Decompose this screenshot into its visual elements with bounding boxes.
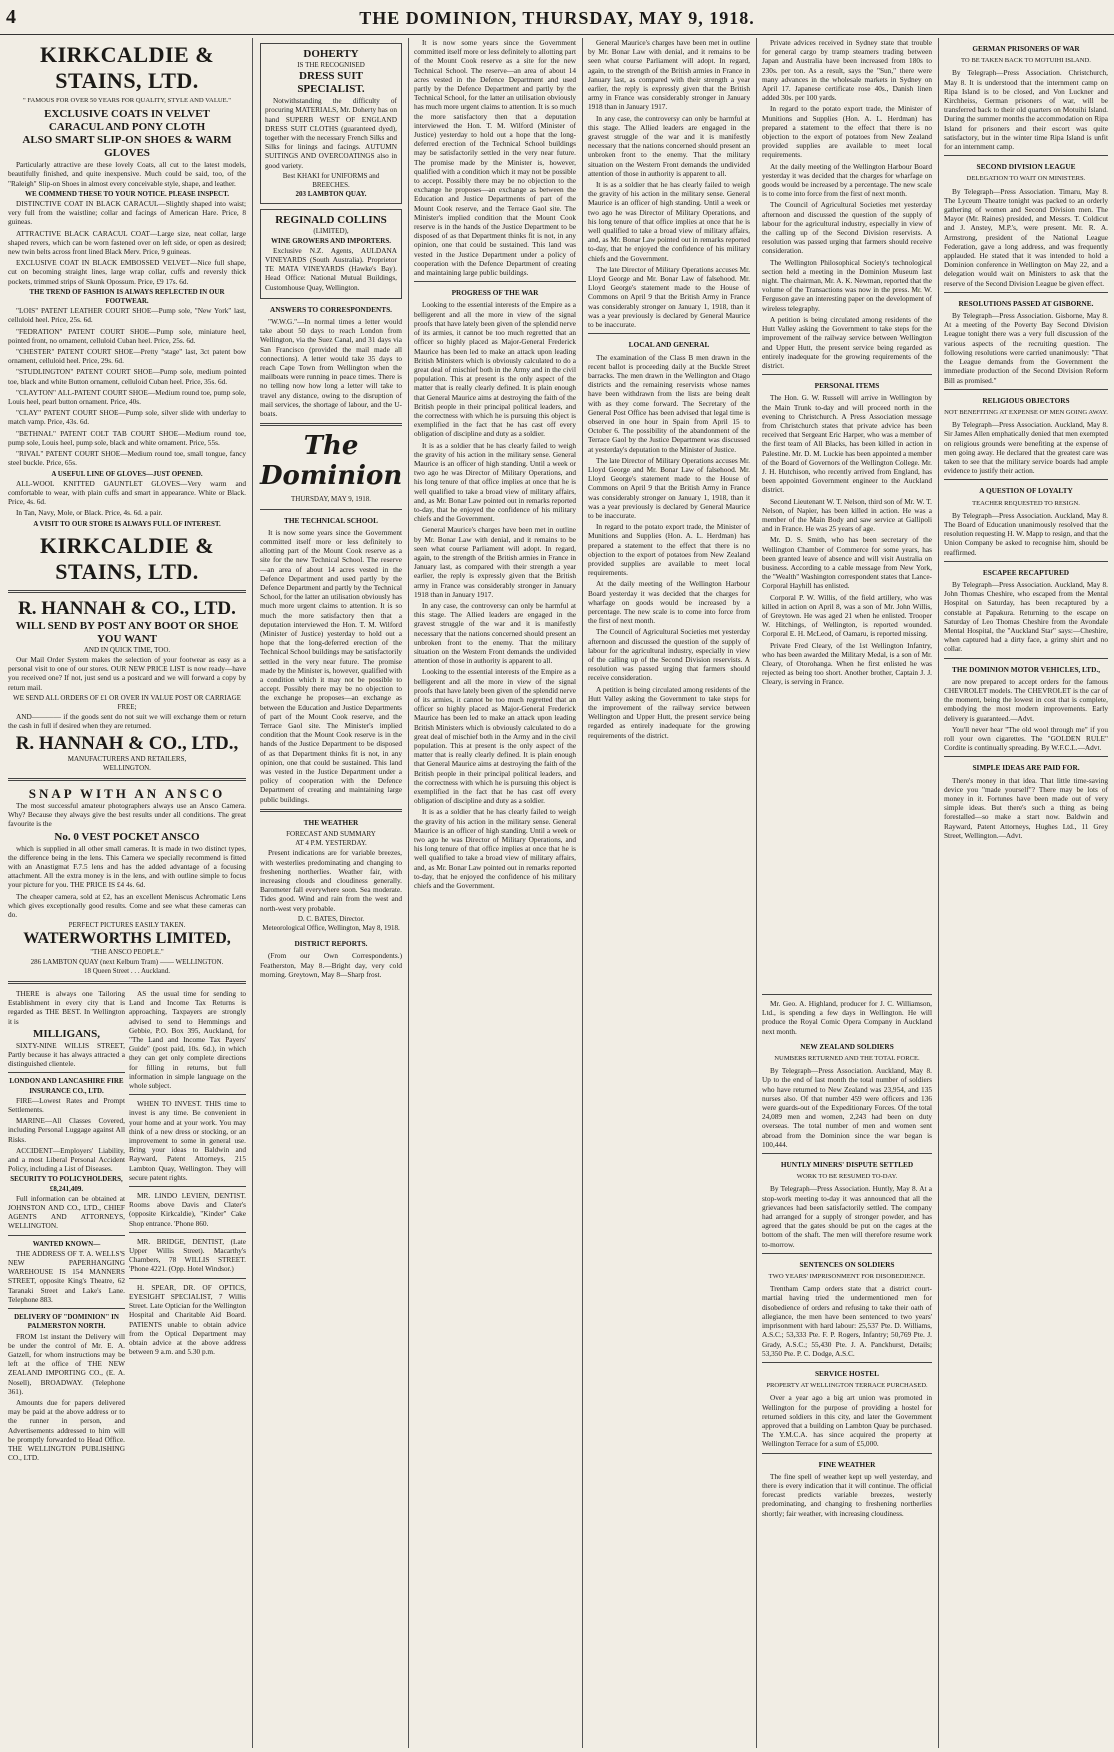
- kirkcaldie-shoe: "CLAY" PATENT COURT SHOE—Pump sole, silver slide with underlay to match vamp. Price, 43s. 6d.: [8, 408, 246, 427]
- dominion-nameplate: The Dominion: [260, 431, 403, 492]
- divider: [8, 981, 246, 984]
- divider: [944, 756, 1108, 757]
- column-5-lower: [758, 990, 936, 1748]
- ansco-cheaper: The cheaper camera, sold at £2, has an excellent Meniscus Achromatic Lens which gives exceptionally good results. Come and see what these cameras can do.: [8, 891, 246, 919]
- kirkcaldie-name-footer: KIRKCALDIE & STAINS, LTD.: [39, 532, 215, 584]
- personal-text: Private Fred Cleary, of the 1st Wellington Infantry, who has been awarded the Military Medal, is a son of Mr. Cleary, of Otorohanga. When he first enlisted he was rejected as being too short. Another brother, Captain J. J. Cleary, is serving in France.: [762, 640, 932, 687]
- divider: [414, 281, 576, 282]
- ideas-text: There's money in that idea. That little time-saving device you "made yourself"? There may be lots of money in it. Fortunes have been made out of very simple ideas. But there's such a thing as being forestalled—so make a start now. Baldwin and Rayward, Patent Attorneys, Hughes Ltd., 11 Grey Street, Wellington.—Advt.: [944, 775, 1108, 840]
- kirkcaldie-headline: EXCLUSIVE COATS IN VELVET: [44, 108, 210, 121]
- divider: [8, 778, 246, 781]
- escapee-head: ESCAPEE RECAPTURED: [982, 567, 1070, 577]
- collins-text: Exclusive N.Z. Agents, AULDANA VINEYARDS (South Australia). Proprietor TE MATA VINEYARDS (Hawke's Bay). Head Office: National Mutual Buildings, Customhouse Quay, Wellington.: [265, 245, 397, 292]
- masthead: [0, 0, 1114, 35]
- kirkcaldie-trend: THE TREND OF FASHION IS ALWAYS REFLECTED IN OUR FOOTWEAR.: [29, 287, 225, 306]
- waterworths-auckland: 18 Queen Street . . . Auckland.: [84, 966, 170, 975]
- objectors-sub: NOT BENEFITING AT EXPENSE OF MEN GOING AWAY.: [944, 408, 1108, 416]
- divider: [944, 658, 1108, 659]
- weather-sub: FORECAST AND SUMMARY: [286, 830, 376, 838]
- small-ads: [8, 989, 246, 1464]
- personal-text: Mr. D. S. Smith, who has been secretary of the Wellington Chamber of Commerce for some years, has been granted leave of absence and will visit Australia on business. According to a cable message from New York, the "Wealth" Washington correspondent states that Lance-Corporal Hayhill has enlisted.: [762, 535, 932, 591]
- local-continued: Private advices received in Sydney state that trouble for general cargo by tramp steamers trading between Japan and Australia have been increased from 180s to 230s. per ton. As a result, says the "Sun," there were many advances in the wholesale markets in Sydney on April 17. Japanese certificate rose 40s., Danish linen added 30s. per 100 yards.: [762, 38, 932, 103]
- divider: [260, 809, 402, 812]
- ansco-head: SNAP WITH AN ANSCO: [28, 785, 226, 801]
- local-continued: In regard to the potato export trade, the Minister of Munitions and Supplies (Hon. A. L. Herdman) has prepared a statement to the effect that there is no objection to the export of potatoes from New Zealand provided supplies are available to meet local requirements.: [762, 104, 932, 160]
- personal-head: PERSONAL ITEMS: [814, 381, 880, 391]
- kirkcaldie-intro: Particularly attractive are these lovely Coats, all cut to the latest models, beautifully finished, and quite inexpensive. Much could be said, too, of the "Raleigh" Slip-on Shoes in almost every conceivable style, shape, and leather.: [8, 160, 246, 188]
- hannah-name: R. HANNAH & CO., LTD.: [18, 597, 236, 619]
- divider: [8, 590, 246, 593]
- kirkcaldie-item: EXCLUSIVE COAT IN BLACK EMBOSSED VELVET—Nice full shape, cut on becoming straight lines, large wrap collar, cuffs and reversly thick pockets, trimmed strips of Skunk Opossum. Price, £9 17s. 6d.: [8, 258, 246, 286]
- local-text: In regard to the potato export trade, the Minister of Munitions and Supplies (Hon. A. L. Herdman) has prepared a statement to the effect that there is no objection to the export of potatoes from New Zealand provided supplies are available to meet local requirements.: [588, 522, 750, 578]
- delivery-text: Amounts due for papers delivered may be paid at the above address or to the runner in person, and Advertisements addressed to him will be promptly forwarded to Head Office. THE WELLINGTON PUBLISHING CO., LTD.: [8, 1397, 125, 1463]
- kirkcaldie-name: KIRKCALDIE & STAINS, LTD.: [39, 42, 215, 93]
- collins-name: REGINALD COLLINS: [275, 214, 387, 227]
- district-head: DISTRICT REPORTS.: [294, 939, 368, 949]
- kirkcaldie-shoe: "FEDRATION" PATENT COURT SHOE—Pump sole, miniature heel, pointed front, no ornament, celluloid Cuban heel. Price, 25s. 6d.: [8, 326, 246, 345]
- divider: [8, 1308, 125, 1309]
- hannah-makers: MANUFACTURERS AND RETAILERS,: [67, 754, 187, 763]
- local-text: The Council of Agricultural Societies met yesterday afternoon and discussed the question of the supply of labour for the agricultural industry, especially in view of the calling up of the Second Division reservists. A resolution was passed urging that farmers should receive consideration.: [588, 627, 750, 683]
- delivery-text: FROM 1st instant the Delivery will be under the control of Mr. E. A. Gatzell, for whom instructions may be left at the office of THE NEW ZEALAND IMPORTING CO., (E. A. Nosell), BROADWAY. (Telephone 361).: [8, 1331, 125, 1396]
- insurance-marine: MARINE—All Classes Covered, including Personal Luggage against All Risks.: [8, 1116, 125, 1144]
- insurance-fire: FIRE—Lowest Rates and Prompt Settlements.: [8, 1095, 125, 1115]
- divider: [762, 994, 932, 995]
- prisoners-text: By Telegraph—Press Association. Christchurch, May 8. It is understood that the internment camp on Ripa Island is to be closed, and Von Luckner and Kirchheiss, German prisoners of war, will be transferred back to their old quarters on Motuihi Island. During the summer months the accommodation on Ripa Island for prisoners and their escort was quite satisfactory, but in the winter time Ripa Island is unfit for an internment camp.: [944, 68, 1108, 152]
- motor-head: THE DOMINION MOTOR VEHICLES, LTD.,: [951, 664, 1101, 674]
- local-text: The examination of the Class B men drawn in the recent ballot is proceeding daily at the Buckle Street barracks. The men drawn in the Wellington and Otago districts and the remaining reservists whose names have been withdrawn from the lists are being dealt with as they come forward. The Secretary of the General Post Office has been advised that legal time is observed in one hour in Spain from April 15 to October 6. The possibility of the abandonment of the Terrace Gaol by the Justice Department was discussed at yesterday's deputation to the Minister of Justice.: [588, 352, 750, 454]
- kirkcaldie-visit: A VISIT TO OUR STORE IS ALWAYS FULL OF INTEREST.: [33, 519, 221, 528]
- war-continued: The late Director of Military Operations accuses Mr. Lloyd George and Mr. Bonar Law of falsehood. Mr. Lloyd George's statement made to the House of Commons on April 9 that the British Army in France was considerably stronger on January 1, 1918, than it was a year previously is declared by General Maurice to be inaccurate.: [588, 264, 750, 330]
- waterworths-name: WATERWORTHS LIMITED,: [23, 930, 231, 948]
- doherty-text: Notwithstanding the difficulty of procuring MATERIALS, Mr. Doherty has on hand SUPERB WEST OF ENGLAND DRESS SUIT CLOTHS (guaranteed dyed), together with the necessary French Silks and Silks for linings and facings. AUTUMN SUITINGS AND OVERCOATINGS also in good variety.: [265, 96, 397, 170]
- ansco-perfect: PERFECT PICTURES EASILY TAKEN.: [68, 921, 186, 930]
- divider: [762, 1153, 932, 1154]
- war-head: PROGRESS OF THE WAR: [451, 288, 539, 298]
- ideas-head: SIMPLE IDEAS ARE PAID FOR.: [972, 763, 1080, 773]
- hannah-head: WILL SEND BY POST ANY BOOT OR SHOE YOU WANT: [15, 619, 239, 645]
- local-continued: The Wellington Philosophical Society's technological section held a meeting in the Dominion Museum last night. The chairman, Mr. A. K. Newman, reported that the volume of the Transactions was now in the press. Mr. W. Ferguson gave an interesting paper on the development of wireless telegraphy.: [762, 257, 932, 313]
- column-rule: [938, 38, 939, 1748]
- advertisements-column: [4, 38, 250, 1748]
- hannah-body: Our Mail Order System makes the selection of your footwear as easy as a personal visit to one of our stores. OUR NEW PRICE LIST is now ready—have you received one? If not, just send us a postcard and we will forward a copy by return mail.: [8, 654, 246, 692]
- war-text: General Maurice's charges have been met in outline by Mr. Bonar Law with denial, and it remains to be seen what course Parliament will adopt. In regard, again, to the strength of the British armies in France in January last, as compared with their strength a year earlier, the reply is expressly given that the British army in France was considerably stronger in January 1918 than in January 1917.: [414, 525, 576, 599]
- waterworths-address: 286 LAMBTON QUAY (next Kelburn Tram) —— WELLINGTON.: [30, 957, 224, 966]
- kirkcaldie-gloves-head: A USEFUL LINE OF GLOVES—JUST OPENED.: [51, 469, 203, 478]
- loyalty-text: By Telegraph—Press Association. Auckland, May 8. The Board of Education unanimously resolved that the resolution requesting H. W. Mapp to resign, and that the Union Company be asked to recognise him, should be reaffirmed.: [944, 510, 1108, 557]
- war-continued: General Maurice's charges have been met in outline by Mr. Bonar Law with denial, and it remains to be seen what course Parliament will adopt. In regard, again, to the strength of the British armies in France in January last, as compared with their strength a year earlier, the reply is expressly given that the British army in France was considerably stronger in January 1918 than in January 1917.: [588, 38, 750, 112]
- dominion-date: THURSDAY, MAY 9, 1918.: [290, 495, 371, 504]
- column-rule: [252, 38, 253, 1748]
- divider: [944, 479, 1108, 480]
- hannah-sub: AND IN QUICK TIME, TOO.: [83, 645, 171, 654]
- kirkcaldie-tagline: " FAMOUS FOR OVER 50 YEARS FOR QUALITY, STYLE AND VALUE.": [23, 97, 231, 104]
- divider: [8, 1235, 125, 1236]
- escapee-text: By Telegraph—Press Association. Auckland, May 8. John Thomas Cheshire, who escaped from the Mental Hospital on Saturday, has been recaptured by a constable at Papakura. Returning to the escape on Saturday of Leo Thomas Cheshire from the Avondale Mental Hospital, the "Auckland Star" says:—Cheshire, when captured had a dirty face, a grimy shirt and no collar.: [944, 579, 1108, 654]
- war-text: It is as a soldier that he has clearly failed to weigh the gravity of his action in the military sense. General Maurice is an officer of high standing. Until a week or two ago he was Director of Military Operations, and his long tenure of that office implies at once that he is well qualified to take a broad view of military affairs, and, as Mr. Bonar Law pointed out in remarks reported to-day, that he enjoyed the confidence of his military chiefs and the Government.: [414, 440, 576, 524]
- divider: [260, 423, 402, 426]
- cigarette-text: You'll never hear "The old wool through me" if you roll your own cigarettes. The "GOLDEN RULE" Cordite is continually spreading. By W.F.C.L.—Advt.: [944, 724, 1108, 753]
- league-sub: DELEGATION TO WAIT ON MINISTERS.: [966, 175, 1086, 183]
- local-text: The late Director of Military Operations accuses Mr. Lloyd George and Mr. Bonar Law of falsehood. Mr. Lloyd George's statement made to the House of Commons on April 9 that the British Army in France was considerably stronger on January 1, 1918, than it was a year previously is declared by General Maurice to be inaccurate.: [588, 455, 750, 520]
- delivery-head: DELIVERY OF "DOMINION" IN PALMERSTON NORTH.: [14, 1313, 119, 1331]
- doherty-name: DOHERTY: [303, 48, 359, 60]
- hannah-and: AND———— if the goods sent do not suit we will exchange them or return the cash in full if desired when they are returned.: [8, 712, 246, 731]
- divider: [129, 1094, 246, 1095]
- prisoners-sub: TO BE TAKEN BACK TO MOTUIHI ISLAND.: [961, 57, 1091, 65]
- ansco-intro: The most successful amateur photographers always use an Ansco Camera. Why? Because they always give the best results under all conditions. The great favourite is the: [8, 800, 246, 829]
- local-continued: A petition is being circulated among residents of the Hutt Valley asking the Government to take steps for the improvement of the railway service between Wellington and Upper Hutt, the present service being regarded as entirely inadequate for the growing requirements of the district.: [762, 314, 932, 370]
- personal-text: Mr. Geo. A. Highland, producer for J. C. Williamson, Ltd., is spending a few days in Wellington. He will produce the Royal Comic Opera Company in Auckland next month.: [762, 999, 932, 1036]
- war-text: In any case, the controversy can only be harmful at this stage. The Allied leaders are engaged in the gravest struggle of the war and it is manifestly necessary that the nations concerned should present an unbroken front to the enemy. That the military situation on the Western Front demands the undivided attention of those in authority is apparent to all.: [414, 600, 576, 666]
- column-rule: [582, 38, 583, 1748]
- kirkcaldie-shoe: "CLAYTON" ALL-PATENT COURT SHOE—Medium round toe, pump sole, Louis heel, pearl button ornament. Price, 40s.: [8, 387, 246, 407]
- small-ads-right: [129, 989, 246, 1464]
- ansco-text: which is supplied in all other small cameras. It is made in two distinct types, the difference being in the lens. This Camera we specially recommend is fitted with an Anastigmat F.7.5 lens and has the added advantage of a focusing attachment. All the extra money is in the lens, and with outline simple to focus your picture for you. THE PRICE IS £4 4s. 6d.: [8, 843, 246, 890]
- local-text: A petition is being circulated among residents of the Hutt Valley asking the Government to take steps for the improvement of the railway service between Wellington and Upper Hutt, the present service being regarded as entirely inadequate for the growing requirements of the district.: [588, 684, 750, 740]
- huntly-text: By Telegraph—Press Association. Huntly, May 8. At a stop-work meeting to-day it was announced that all the grievances had been satisfactorily settled. The company had arranged for a supply of stronger powder, and has agreed that the gates should be put on the cages at the bottom of the shaft. The men will therefore resume work to-morrow.: [762, 1184, 932, 1249]
- loyalty-sub: TEACHER REQUESTED TO RESIGN.: [972, 499, 1080, 507]
- doherty-address: 203 LAMBTON QUAY.: [295, 190, 367, 199]
- hannah-name-footer: R. HANNAH & CO., LTD.,: [15, 732, 239, 754]
- ansco-model: No. 0 VEST POCKET ANSCO: [54, 830, 200, 843]
- invest-text: WHEN TO INVEST. THIS time to invest is any time. Be convenient in your home and at your work. You may think of a new dress or stocking, or an improvement to some in general use. Bring your ideas to Baldwin and Rayward, Patent Attorneys, 215 Lambton Quay, Wellington. They will secure patent rights.: [129, 1099, 246, 1182]
- divider: [129, 1278, 246, 1279]
- doherty-ad: [260, 43, 402, 204]
- league-text: By Telegraph—Press Association. Timaru, May 8. The Lyceum Theatre tonight was packed to an orderly gathering of women and Second Division men. The Mayor (Mr. Raines) presided, and Messrs. T. Coldicut and J. Anstey, M.P.'s, were present. Mr. R. A. Armstrong, president of the National League Federation, gave a long address, and was frequently applauded. He stated that it was intended to hold a Dominion conference in Wellington on May 22, and a delegation would wait on Ministers to ask that the reserve of the Second Division League be given effect.: [944, 186, 1108, 288]
- london-lancashire: LONDON AND LANCASHIRE FIRE INSURANCE CO., LTD.: [9, 1077, 124, 1095]
- war-continued: In any case, the controversy can only be harmful at this stage. The Allied leaders are engaged in the gravest struggle of the war and it is manifestly necessary that the nations concerned should present an unbroken front to the enemy. That the military situation on the Western Front demands the undivided attention of those in authority is apparent to all.: [588, 113, 750, 178]
- huntly-head: HUNTLY MINERS' DISPUTE SETTLED: [780, 1160, 914, 1170]
- kirkcaldie-shoe: "BETHNAL" PATENT COLT TAB COURT SHOE—Medium round toe, pump sole, Louis heel, pump sole, black and white ornament. Price, 55s.: [8, 428, 246, 447]
- milligans-name: MILLIGANS,: [33, 1027, 100, 1040]
- weather-text: Present indications are for variable breezes, with westerlies predominating and changing to freshening northerlies. Weather fair, with increasing clouds and cloudiness generally. Barometer fall everywhere soon. Sea moderate. Tides good. Wind and rain from the west and north-west very probable.: [260, 848, 402, 913]
- column-3: [410, 38, 580, 1748]
- milligans-text: THERE is always one Tailoring Establishment in every city that is regarded as THE BEST. In Wellington it is: [8, 989, 125, 1026]
- personal-text: Second Lieutenant W. T. Nelson, third son of Mr. W. T. Nelson, of Napier, has been killed in action. He was a member of the Main Body and saw service at Gallipoli and in France. He was 25 years of age.: [762, 496, 932, 534]
- divider: [129, 1186, 246, 1187]
- objectors-text: By Telegraph—Press Association. Auckland, May 8. Sir James Allen emphatically denied that men exempted on religious grounds were benefiting at the expense of men going away. He declared that the greatest care was taken to see that the military service boards had ample evidence to justify their action.: [944, 420, 1108, 476]
- column-6: [940, 38, 1112, 1748]
- correspondents-head: ANSWERS TO CORRESPONDENTS.: [270, 304, 392, 314]
- masthead-title: THE DOMINION, THURSDAY, MAY 9, 1918.: [359, 8, 755, 28]
- war-text: It is as a soldier that he has clearly failed to weigh the gravity of his action in the military sense. General Maurice is an officer of high standing. Until a week or two ago he was Director of Military Operations, and his long tenure of that office implies at once that he is well qualified to take a broad view of military affairs, and, as Mr. Bonar Law pointed out in remarks reported to-day, that he enjoyed the confidence of his military chiefs and the Government.: [414, 807, 576, 891]
- kirkcaldie-gloves-colours: In Tan, Navy, Mole, or Black. Price, 4s. 6d. a pair.: [16, 508, 163, 518]
- insurance-accident: ACCIDENT—Employers' Liability, and a most Liberal Personal Accident Policy, including a List of Diseases.: [8, 1145, 125, 1174]
- kirkcaldie-item: ATTRACTIVE BLACK CARACUL COAT—Large size, neat collar, large shaped revers, which can be worn fastened over on left side, or open as desired; new twin belts across front lined Black Merv. Price, 9 guineas.: [8, 228, 246, 257]
- loyalty-head: A QUESTION OF LOYALTY: [979, 486, 1073, 496]
- divider: [8, 1072, 125, 1073]
- fine-weather-head: FINE WEATHER: [818, 1459, 876, 1469]
- kirkcaldie-shoe: "RIVAL" PATENT COURT SHOE—Medium round toe, small tongue, fancy steel buckle. Price, 65s.: [8, 449, 246, 468]
- doherty-line1: IS THE RECOGNISED: [297, 61, 365, 69]
- small-ads-left: [8, 989, 125, 1464]
- hannah-free: WE SEND ALL ORDERS OF £1 OR OVER IN VALUE POST OR CARRIAGE FREE;: [12, 693, 242, 711]
- spear-text: H. SPEAR, DR. OF OPTICS, EYESIGHT SPECIALIST, 7 Willis Street. Late Optician for the Wellington Hospital and Charitable Aid Board. PATIENTS unable to obtain advice from the Optical Department may obtain advice at the above address between 9 a.m. and 5.30 p.m.: [129, 1282, 246, 1357]
- column-4: [584, 38, 754, 1748]
- divider: [762, 374, 932, 375]
- personal-text: The Hon. G. W. Russell will arrive in Wellington by the Main Trunk to-day and will proceed north in the evening to Christchurch. A Press Association message from Christchurch states that private advice has been received that Sergeant Eric Harper, who was a member of the first team of All Blacks, has been killed in action in Palestine. Mr. D. M. Luckie has been appointed a member of the Board of Governors of the Wellington College. Mr. J. H. Hutchison, who recently arrived from England, has been appointed Government engineer to the Auckland district.: [762, 393, 933, 495]
- sentences-text: Trentham Camp orders state that a district court-martial having tried the undermentioned men for disobedience of orders and refusing to take their oath of allegiance, the men have been sentenced to two years' imprisonment with hard labour: 25,537 Pte. D. Williams, A.S.C.; 53,333 Pte. F. P. Rogers, Infantry; 50,769 Pte. J. Grady, A.S.C.; 55,430 Pte. J. A. Panckhurst, Details; 53,350 Pte. P. C. Dodge, A.S.C.: [762, 1284, 932, 1358]
- insurance-info: Full information can be obtained at JOHNSTON AND CO., LTD., CHIEF AGENTS AND ATTORNEYS, WELLINGTON.: [8, 1193, 125, 1231]
- levien-text: MR. LINDO LEVIEN, DENTIST. Rooms above Davis and Clater's (opposite Kirkcaldie), "Kinder" Cake Shop entrance. 'Phone 860.: [129, 1191, 246, 1228]
- ansco-people: "THE ANSCO PEOPLE.": [90, 948, 164, 957]
- war-continued: It is as a soldier that he has clearly failed to weigh the gravity of his action in the military sense. General Maurice is an officer of high standing. Until a week or two ago he was Director of Military Operations, and his long tenure of that office implies at once that he is well qualified to take a broad view of military affairs, and, as Mr. Bonar Law pointed out in remarks reported to-day, that he enjoyed the confidence of his military chiefs and the Government.: [588, 180, 750, 263]
- hannah-town: WELLINGTON.: [103, 763, 151, 772]
- local-continued: At the daily meeting of the Wellington Harbour Board yesterday it was decided that the charges for wharfage on goods would be increased by a percentage. The new scale is to come into force from the first of next month.: [762, 161, 932, 199]
- weather-time: AT 4 P.M. YESTERDAY.: [295, 839, 367, 848]
- collins-ad: [260, 209, 402, 298]
- divider: [762, 1253, 932, 1254]
- tax-guide-text: AS the usual time for sending to Land and Income Tax Returns is approaching, Taxpayers are strongly advised to send to Hemmings and Gebbie, P.O. Box 395, Auckland, for "The Land and Income Tax Payers' Guide" (post paid, 10s. 6d.), in which they can get only complete directions for filling in returns, but full information in simple language on the whole subject.: [129, 989, 246, 1091]
- divider: [129, 1232, 246, 1233]
- local-head: LOCAL AND GENERAL: [628, 340, 710, 350]
- kirkcaldie-gloves: ALL-WOOL KNITTED GAUNTLET GLOVES—Very warm and comfortable to wear, with plain cuffs and smart in appearance. White or Black. Price, 4s. 6d.: [8, 478, 246, 507]
- divider: [944, 292, 1108, 293]
- war-text: Looking to the essential interests of the Empire as a belligerent and all the more in view of the signal proofs that have lately been given of the splendid nerve of its armies, it cannot be too much regretted that an officer so highly placed as Major-General Frederick Maurice has been led to make an attack upon leading British Ministers which is obviously calculated to do a great deal of mischief both in the Army and in the civil population. This at present is the only aspect of the matter that is really clearly defined. It is plain enough that General Maurice aims at destroying the faith of the British people in their principal political leaders, and the correctness with which he is pursuing this object is exemplified in the fact that he has cast off every obligation of discipline and duty as a soldier.: [414, 300, 576, 439]
- war-text: Looking to the essential interests of the Empire as a belligerent and all the more in view of the signal proofs that have lately been given of the splendid nerve of its armies, it cannot be too much regretted that an officer so highly placed as Major-General Frederick Maurice has been led to make an attack upon leading British Ministers which is obviously calculated to do a great deal of mischief both in the Army and in the civil population. This at present is the only aspect of the matter that is really clearly defined. It is plain enough that General Maurice aims at destroying the faith of the British people in their principal political leaders, and the correctness with which he is pursuing this object is exemplified in the fact that he has cast off every obligation of discipline and duty as a soldier.: [414, 667, 576, 806]
- weather-sign: D. C. BATES, Director.: [297, 914, 365, 923]
- column-rule: [408, 38, 409, 1748]
- fine-weather-text: The fine spell of weather kept up well yesterday, and there is every indication that it will continue. The official forecast predicts variable breezes, westerly predominating, and changing to freshening northerlies shortly; fair weather, with increasing cloudiness.: [762, 1471, 932, 1518]
- kirkcaldie-shoe: "LOIS" PATENT LEATHER COURT SHOE—Pump sole, "New York" last, celluloid heel. Price, 25s. 6d.: [8, 306, 246, 325]
- divider: [260, 509, 402, 510]
- hostel-text: Over a year ago a big art union was promoted in Wellington for the purpose of providing a hostel for returned soldiers in this city, and later the Government approved that a building on Lambton Quay be purchased. The Y.M.C.A. has since acquired the property at Wellington Terrace for a sum of £5,000.: [762, 1393, 932, 1449]
- kirkcaldie-shoe: "STUDLINGTON" PATENT COURT SHOE—Pump sole, medium pointed toe, black and white Button ornament, celluloid Cuban heel. Price, 35s. 6d.: [8, 367, 246, 386]
- technical-school-text: It is now some years since the Government committed itself more or less definitely to allotting part of the Mount Cook reserve as a site for the new Technical School. The reserve—an area of about 14 acres vested in the Defence Department and used partly by the Defence Department and partly by the Technical School, for the latter an utilisation obviously has much more urgent claims to attention. It is so much the more satisfactory then that a deputation interviewed the Hon. T. M. Wilford (Minister of Justice) yesterday to hold out a hope that the long-deferred erection of the Technical School buildings may be satisfactorily settled in the very near future. The promise made by the Minister is, however, qualified with a condition which it may not be possible to accept. Possibly there may be no objection to the exchange he proposes—an exchange as between the Education and Justice Departments of part of the Mount Cook reserve, and the Terrace Gaol site. The Minister's implied condition that the Mount Cook reserve is in the hands of the Justice Department to be disposed of as that Department thinks fit is not, in any opinion, one that could be sustained. This land was vested in the Justice Department under a policy of cooperation with the Defence Department of creating and maintaining large public buildings.: [260, 527, 402, 804]
- hostel-head: SERVICE HOSTEL: [814, 1368, 880, 1378]
- technical-school-continued: It is now some years since the Government committed itself more or less definitely to allotting part of the Mount Cook reserve as a site for the new Technical School. The reserve—an area of about 14 acres vested in the Defence Department and used partly by the Defence Department and partly by the Technical School, for the latter an utilisation obviously has much more urgent claims to attention. It is so much the more satisfactory then that a deputation interviewed the Hon. T. M. Wilford (Minister of Justice) yesterday to hold out a hope that the long-deferred erection of the Technical School buildings may be satisfactorily settled in the very near future. The promise made by the Minister is, however, qualified with a condition which it may not be possible to accept. Possibly there may be no objection to the exchange he proposes—an exchange as between the Education and Justice Departments of part of the Mount Cook reserve, and the Terrace Gaol site. The Minister's implied condition that the Mount Cook reserve is in the hands of the Justice Department to be disposed of as that Department thinks fit is not, in any opinion, one that could be sustained. This land was vested in the Justice Department under a policy of cooperation with the Defence Department of creating and maintaining large public buildings.: [414, 38, 576, 278]
- bridge-text: MR. BRIDGE, DENTIST, (Late Upper Willis Street). Macarthy's Chambers, 78 WILLIS STREET. 'Phone 4221. (Opp. Hotel Windsor.): [129, 1236, 246, 1274]
- technical-school-head: THE TECHNICAL SCHOOL: [284, 515, 378, 525]
- league-head: SECOND DIVISION LEAGUE: [976, 162, 1076, 172]
- divider: [762, 1453, 932, 1454]
- divider: [944, 155, 1108, 156]
- kirkcaldie-headline: CARACUL AND PONY CLOTH: [48, 121, 206, 134]
- local-text: At the daily meeting of the Wellington Harbour Board yesterday it was decided that the charges for wharfage on goods would be increased by a percentage. The new scale is to come into force from the first of next month.: [588, 579, 750, 626]
- objectors-head: RELIGIOUS OBJECTORS: [982, 395, 1070, 405]
- personal-text: Corporal P. W. Willis, of the field artillery, who was killed in action on April 8, was a son of Mr. John Willis, of Greytown. He was aged 21 when he enlisted. Trooper W. Hitchings, of Wellington, is reported wounded. Corporal E. H. McLeod, of Oamaru, is reported missing.: [762, 592, 932, 639]
- column-2: [256, 38, 406, 1748]
- huntly-sub: WORK TO BE RESUMED TO-DAY.: [796, 1173, 898, 1181]
- district-text: (From our Own Correspondents.) Featherston, May 8.—Bright day, very cold morning. Greytown, May 8—Sharp frost.: [260, 951, 402, 979]
- kirkcaldie-shoe: "CHESTER" PATENT COURT SHOE—Pretty "stage" last, 3ct patent bow ornament, celluloid heel. Price, 29s. 6d.: [8, 347, 246, 366]
- kirkcaldie-item: DISTINCTIVE COAT IN BLACK CARACUL—Slightly shaped into waist; very full from the waistline; collar and facings of American Hare. Price, 8 guineas.: [8, 199, 246, 227]
- gisborne-head: RESOLUTIONS PASSED AT GISBORNE.: [958, 298, 1094, 308]
- milligans-address: SIXTY-NINE WILLIS STREET, Partly because it has always attracted a distinguished clientele.: [8, 1040, 125, 1069]
- kirkcaldie-headline: ALSO SMART SLIP-ON SHOES & WARM GLOVES: [22, 134, 232, 160]
- local-continued: The Council of Agricultural Societies met yesterday afternoon and discussed the question of the supply of labour for the agricultural industry, especially in view of the calling up of the Second Division reservists. A resolution was passed urging that farmers should receive consideration.: [762, 200, 932, 256]
- nz-soldiers-sub: NUMBERS RETURNED AND THE TOTAL FORCE.: [774, 1055, 920, 1063]
- column-rule: [756, 38, 757, 1748]
- motor-text: are now prepared to accept orders for the famous CHEVROLET models. The CHEVROLET is the car of the moment, being the lowest in cost that is complete, embodying the most modern improvements. Early delivery is guaranteed.—Advt.: [944, 676, 1108, 723]
- collins-wine: WINE GROWERS AND IMPORTERS.: [271, 236, 391, 245]
- sentences-sub: TWO YEARS' IMPRISONMENT FOR DISOBEDIENCE.: [768, 1273, 926, 1281]
- hostel-sub: PROPERTY AT WELLINGTON TERRACE PURCHASED.: [766, 1382, 928, 1390]
- column-5-lower-content: [762, 994, 932, 1518]
- nz-soldiers-head: NEW ZEALAND SOLDIERS: [800, 1041, 894, 1051]
- wanted-head: WANTED KNOWN—: [32, 1239, 101, 1248]
- divider: [588, 333, 750, 334]
- doherty-best: Best KHAKI for UNIFORMS and BREECHES.: [282, 171, 380, 190]
- weather-head: THE WEATHER: [303, 817, 359, 827]
- prisoners-head: GERMAN PRISONERS OF WAR: [972, 44, 1080, 53]
- doherty-line2: DRESS SUIT SPECIALIST.: [297, 70, 365, 96]
- divider: [944, 389, 1108, 390]
- divider: [944, 561, 1108, 562]
- insurance-security: SECURITY TO POLICYHOLDERS, £8,241,409.: [10, 1175, 123, 1193]
- collins-ltd: (LIMITED),: [313, 227, 349, 236]
- correspondents-text: "W.W.G."—In normal times a letter would take about 50 days to reach London from Wellington, via the Suez Canal, and 31 days via San Francisco (provided the mail made all connections). A letter would take 35 days to reach Cape Town from Wellington when the mailboats were running in peace times. There is no telling now how long a letter will take to travel any distance, owing to the disruption of mail services, the shortage of labour, and the U-boats.: [260, 317, 402, 419]
- kirkcaldie-notice: WE COMMEND THESE TO YOUR NOTICE. PLEASE INSPECT.: [24, 189, 229, 198]
- nz-soldiers-text: By Telegraph—Press Association. Auckland, May 8. Up to the end of last month the total number of soldiers who have returned to New Zealand was 23,954, and 135 nurses also. Of that number 459 were officers and 136 were guards-out of the Expeditionary Forces. Of the total 24,089 men and women, 2,243 had been on duty overseas. The total number of men and women sent abroad from the Dominion since the war began is 100,444.: [762, 1066, 932, 1149]
- page-number: 4: [6, 6, 16, 28]
- divider: [762, 1362, 932, 1363]
- gisborne-text: By Telegraph—Press Association. Gisborne, May 8. At a meeting of the Poverty Bay Second Division League tonight there was a very full discussion of the various aspects of the recruiting question. The following resolutions were carried unanimously: "That the League demands from the Government the immediate production of the Second Division Reform Bill as promised.": [944, 311, 1108, 385]
- sentences-head: SENTENCES ON SOLDIERS: [799, 1259, 895, 1269]
- wanted-text: THE ADDRESS OF T. A. WELLS'S NEW PAPERHANGING WAREHOUSE IS 154 MANNERS STREET, opposite King's Theatre, 62 Taranaki Street and Lake's Lane. Telephone 883.: [8, 1248, 125, 1304]
- weather-office: Meteorological Office, Wellington, May 8, 1918.: [262, 924, 400, 933]
